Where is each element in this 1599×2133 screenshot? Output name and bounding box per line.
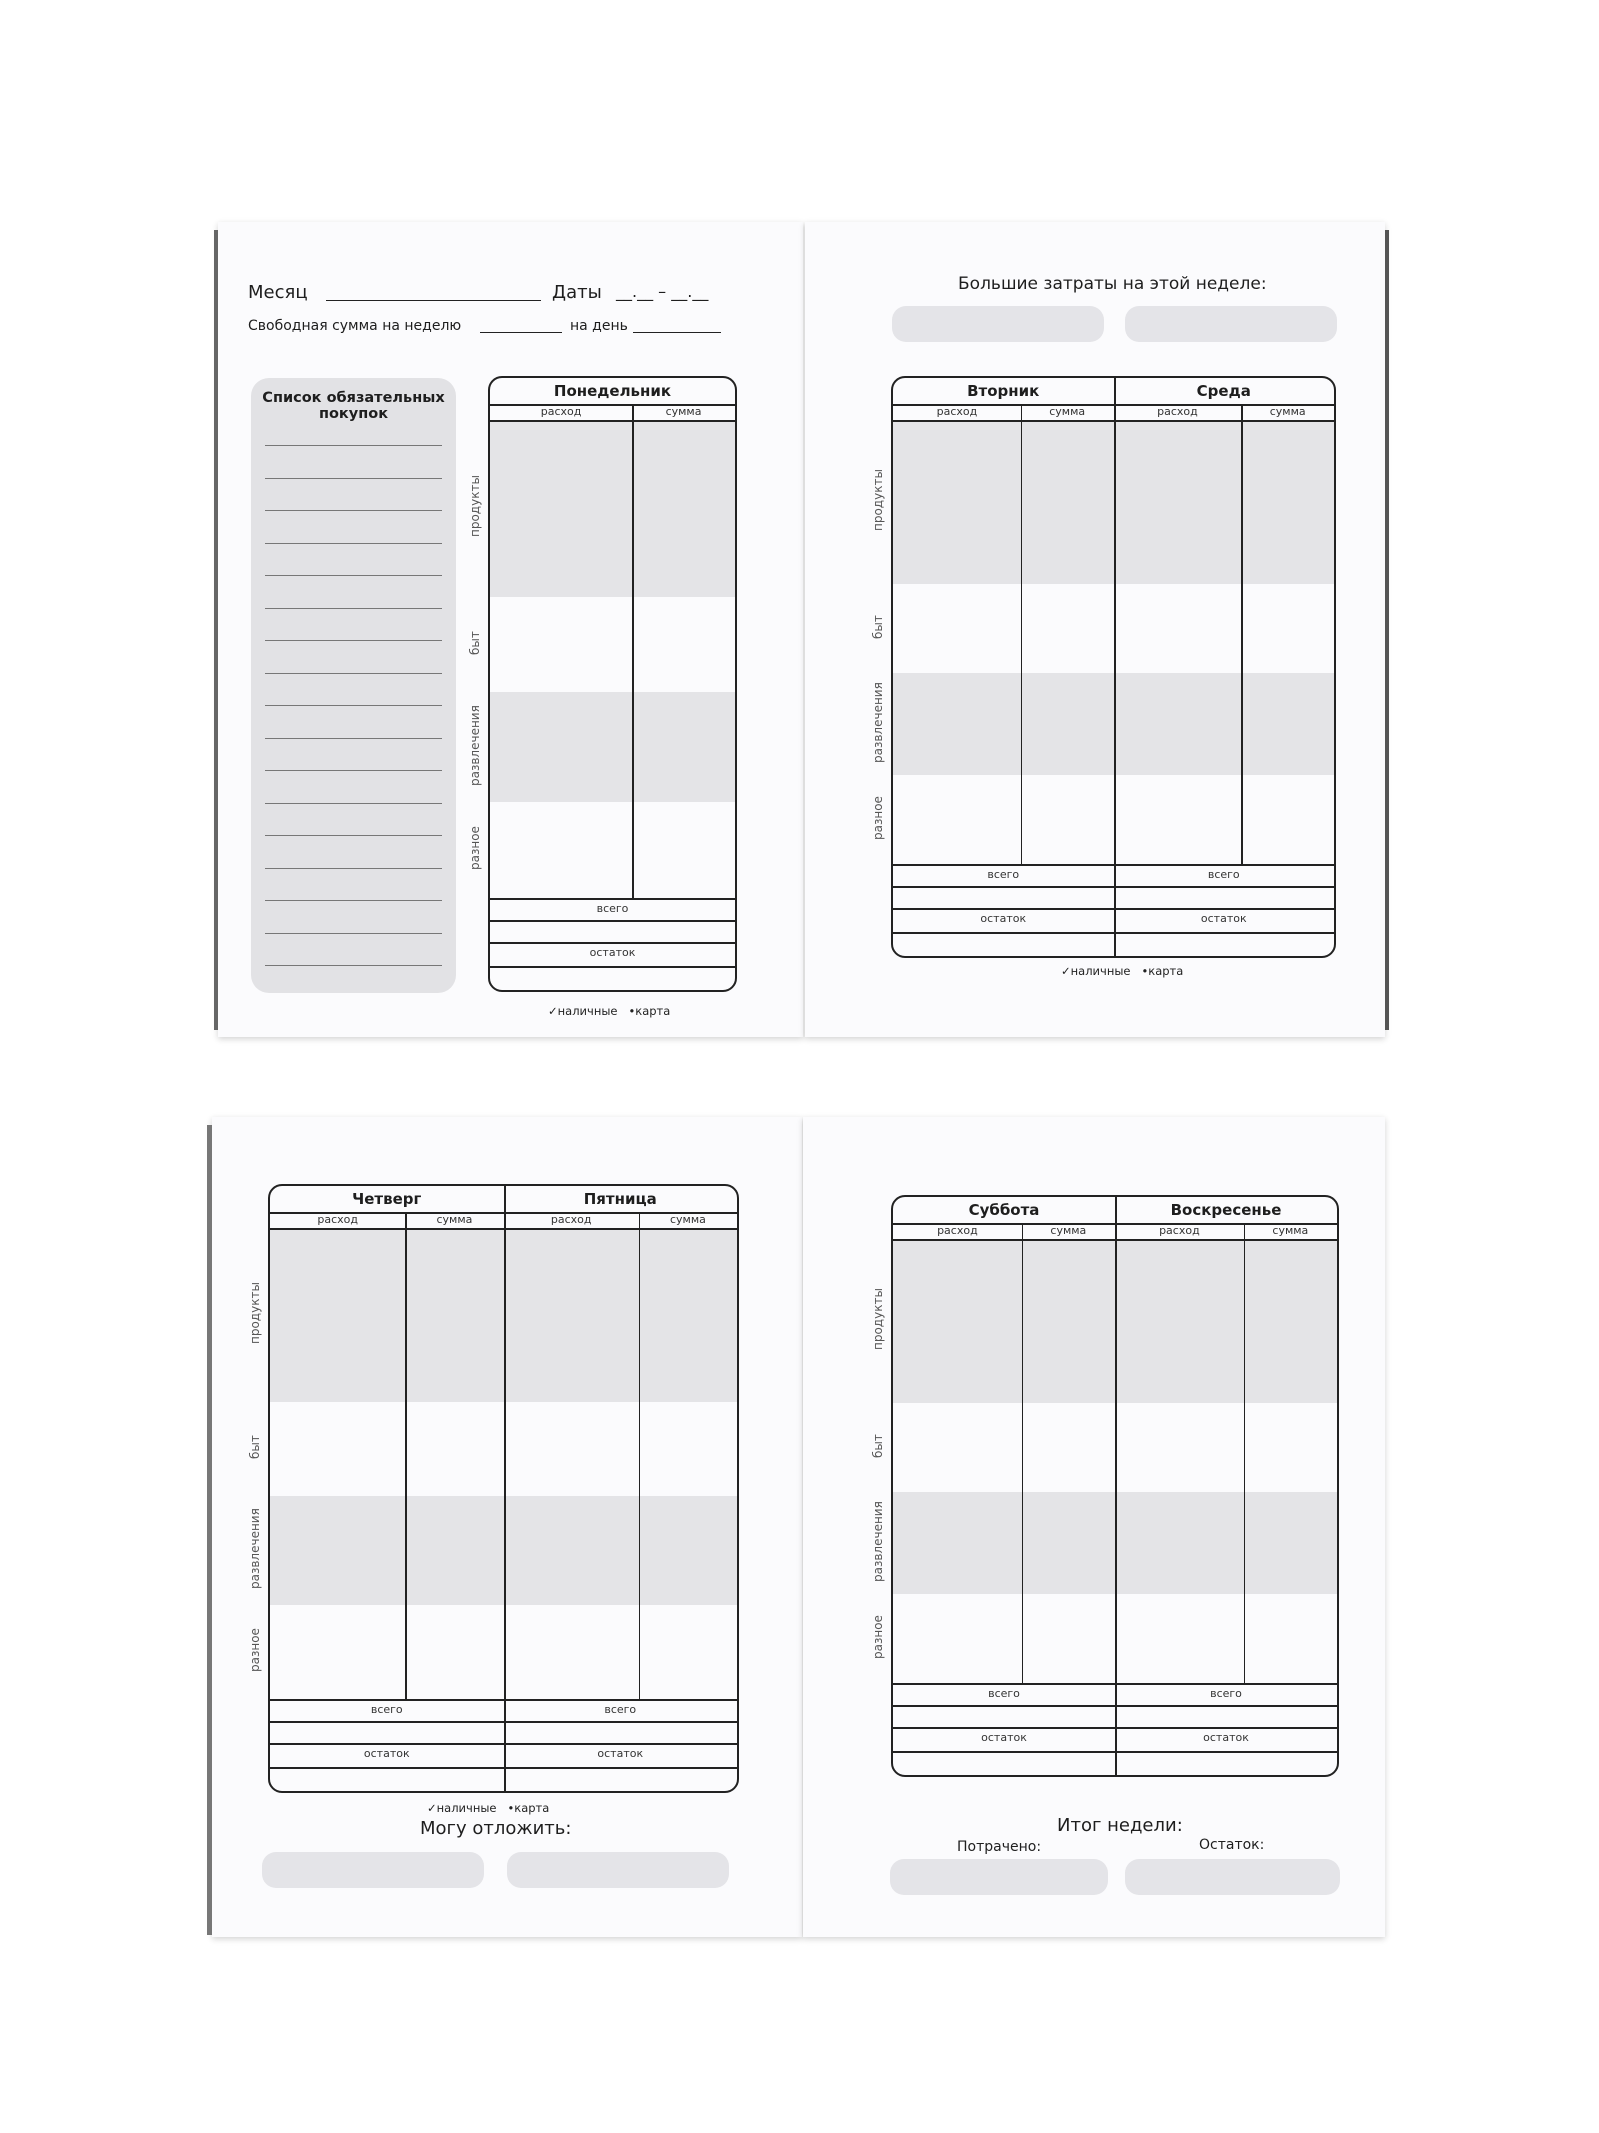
- row-rule: [893, 420, 1334, 422]
- category-label: разное: [871, 1614, 885, 1659]
- remainder-field: [1125, 1859, 1340, 1895]
- list-line: [265, 933, 442, 934]
- row-rule: [490, 420, 735, 422]
- col-sum-label: сумма: [436, 1213, 473, 1226]
- week-total-title: Итог недели:: [1057, 1815, 1183, 1836]
- legend-cash: наличные: [436, 1801, 497, 1815]
- row-rule: [893, 404, 1334, 406]
- category-label: продукты: [248, 1282, 262, 1345]
- total-label: всего: [604, 1703, 637, 1716]
- category-label: продукты: [468, 475, 482, 538]
- big-expense-field-1: [892, 306, 1104, 342]
- row-rule: [490, 942, 735, 944]
- day-header: Воскресенье: [1170, 1201, 1282, 1219]
- day-header: Вторник: [967, 382, 1040, 400]
- page-edge-bottom-left: [207, 1125, 212, 1935]
- free-week-line: [480, 332, 562, 333]
- row-rule: [270, 1212, 737, 1214]
- column-divider: [1022, 1223, 1024, 1683]
- total-label: всего: [1210, 1687, 1242, 1700]
- column-divider: [405, 1212, 407, 1699]
- list-line: [265, 478, 442, 479]
- col-sum-label: сумма: [1272, 1224, 1309, 1237]
- row-rule: [270, 1699, 737, 1701]
- sat-sun-table: [891, 1195, 1339, 1777]
- category-label: продукты: [871, 1288, 885, 1351]
- legend-page1: [548, 1004, 670, 1018]
- cash-check-icon: ✓: [427, 1801, 437, 1815]
- category-label: разное: [871, 795, 885, 840]
- category-label: развлечения: [871, 1500, 885, 1582]
- total-label: всего: [988, 1687, 1020, 1700]
- category-band: [490, 420, 735, 597]
- tue-wed-table: [891, 376, 1336, 958]
- list-line: [265, 608, 442, 609]
- column-divider: [632, 404, 634, 898]
- row-rule: [893, 1705, 1337, 1707]
- list-line: [265, 900, 442, 901]
- col-expense-label: расход: [317, 1213, 359, 1226]
- remainder-label: остаток: [1203, 1731, 1249, 1744]
- column-divider: [1241, 404, 1243, 864]
- col-sum-label: сумма: [1049, 405, 1086, 418]
- total-label: всего: [987, 868, 1020, 881]
- row-rule: [893, 864, 1334, 866]
- row-rule: [893, 908, 1334, 910]
- category-label: развлечения: [468, 705, 482, 786]
- day-header: Суббота: [968, 1201, 1040, 1219]
- remainder-label: Остаток:: [1199, 1837, 1265, 1853]
- category-label: продукты: [871, 469, 885, 532]
- column-divider: [639, 1212, 641, 1699]
- day-header: Понедельник: [553, 382, 672, 400]
- can-save-title: Могу отложить:: [420, 1818, 572, 1839]
- remainder-label: остаток: [363, 1747, 410, 1760]
- page-tue-wed: [805, 222, 1385, 1037]
- free-week-label: Свободная сумма на неделю: [248, 318, 462, 334]
- row-rule: [270, 1228, 737, 1230]
- month-field-line: [326, 300, 541, 301]
- page-edge-left: [214, 230, 218, 1030]
- remainder-label: остаток: [981, 1731, 1027, 1744]
- legend-page2: [1061, 964, 1183, 978]
- legend-card: карта: [514, 1801, 550, 1815]
- mandatory-list-title: Список обязательных покупок: [262, 390, 445, 422]
- list-line: [265, 640, 442, 641]
- monday-table: [488, 376, 737, 992]
- category-label: быт: [871, 1433, 885, 1458]
- total-label: всего: [370, 1703, 403, 1716]
- col-expense-label: расход: [937, 1224, 978, 1237]
- category-label: разное: [468, 826, 482, 871]
- dates-template: __.__ – __.__: [616, 282, 709, 301]
- row-rule: [270, 1721, 737, 1723]
- day-header: Среда: [1196, 382, 1251, 400]
- col-expense-label: расход: [1157, 405, 1198, 418]
- row-rule: [893, 1223, 1337, 1225]
- day-header: Пятница: [583, 1190, 657, 1208]
- total-label: всего: [1207, 868, 1240, 881]
- list-line: [265, 543, 442, 544]
- row-rule: [893, 1683, 1337, 1685]
- col-expense-label: расход: [1159, 1224, 1200, 1237]
- list-line: [265, 770, 442, 771]
- row-rule: [893, 1727, 1337, 1729]
- list-line: [265, 445, 442, 446]
- category-label: развлечения: [248, 1508, 262, 1590]
- big-expenses-title: Большие затраты на этой неделе:: [958, 274, 1267, 294]
- page-sat-sun: [803, 1117, 1385, 1937]
- day-divider: [1114, 378, 1116, 956]
- list-line: [265, 965, 442, 966]
- dates-label: Даты: [552, 282, 602, 303]
- per-day-label: на день: [570, 318, 628, 334]
- row-rule: [490, 404, 735, 406]
- category-label: быт: [871, 614, 885, 639]
- col-expense-label: расход: [936, 405, 978, 418]
- legend-page3: [427, 1801, 549, 1815]
- cash-check-icon: ✓: [548, 1004, 558, 1018]
- page-edge-right: [1385, 230, 1389, 1030]
- list-line: [265, 510, 442, 511]
- list-line: [265, 803, 442, 804]
- legend-card: карта: [635, 1004, 671, 1018]
- row-rule: [893, 1239, 1337, 1241]
- row-rule: [490, 966, 735, 968]
- col-sum-label: сумма: [1050, 1224, 1087, 1237]
- list-line: [265, 673, 442, 674]
- list-line: [265, 868, 442, 869]
- can-save-field-2: [507, 1852, 729, 1888]
- category-band: [490, 692, 735, 802]
- col-sum-label: сумма: [665, 405, 702, 418]
- total-label: всего: [596, 902, 629, 915]
- remainder-label: остаток: [597, 1747, 644, 1760]
- column-divider: [1021, 404, 1023, 864]
- remainder-label: остаток: [980, 912, 1027, 925]
- spent-label: Потрачено:: [957, 1839, 1042, 1855]
- mandatory-list-panel: [251, 378, 456, 993]
- can-save-field-1: [262, 1852, 484, 1888]
- list-line: [265, 738, 442, 739]
- card-dot-icon: •: [1141, 964, 1149, 978]
- row-rule: [270, 1743, 737, 1745]
- thu-fri-table: [268, 1184, 739, 1793]
- legend-cash: наличные: [557, 1004, 618, 1018]
- row-rule: [490, 920, 735, 922]
- row-rule: [893, 886, 1334, 888]
- category-label: быт: [248, 1435, 262, 1460]
- month-label: Месяц: [248, 282, 308, 303]
- cash-check-icon: ✓: [1061, 964, 1071, 978]
- remainder-label: остаток: [1200, 912, 1247, 925]
- legend-card: карта: [1148, 964, 1184, 978]
- day-divider: [1115, 1197, 1117, 1775]
- list-line: [265, 575, 442, 576]
- list-line: [265, 705, 442, 706]
- col-expense-label: расход: [550, 1213, 592, 1226]
- col-sum-label: сумма: [1269, 405, 1306, 418]
- category-label: развлечения: [871, 681, 885, 763]
- row-rule: [490, 898, 735, 900]
- list-line: [265, 835, 442, 836]
- day-header: Четверг: [352, 1190, 422, 1208]
- card-dot-icon: •: [507, 1801, 515, 1815]
- page-monday: [218, 222, 803, 1037]
- category-label: быт: [468, 630, 482, 655]
- column-divider: [1244, 1223, 1246, 1683]
- page-thu-fri: [212, 1117, 802, 1937]
- legend-cash: наличные: [1070, 964, 1131, 978]
- mandatory-list-lines: [265, 378, 442, 993]
- row-rule: [893, 932, 1334, 934]
- col-sum-label: сумма: [670, 1213, 706, 1226]
- big-expense-field-2: [1125, 306, 1337, 342]
- row-rule: [270, 1767, 737, 1769]
- card-dot-icon: •: [628, 1004, 636, 1018]
- row-rule: [893, 1751, 1337, 1753]
- col-expense-label: расход: [540, 405, 582, 418]
- remainder-label: остаток: [589, 946, 636, 959]
- category-label: разное: [248, 1627, 262, 1672]
- spent-field: [890, 1859, 1108, 1895]
- per-day-line: [633, 332, 721, 333]
